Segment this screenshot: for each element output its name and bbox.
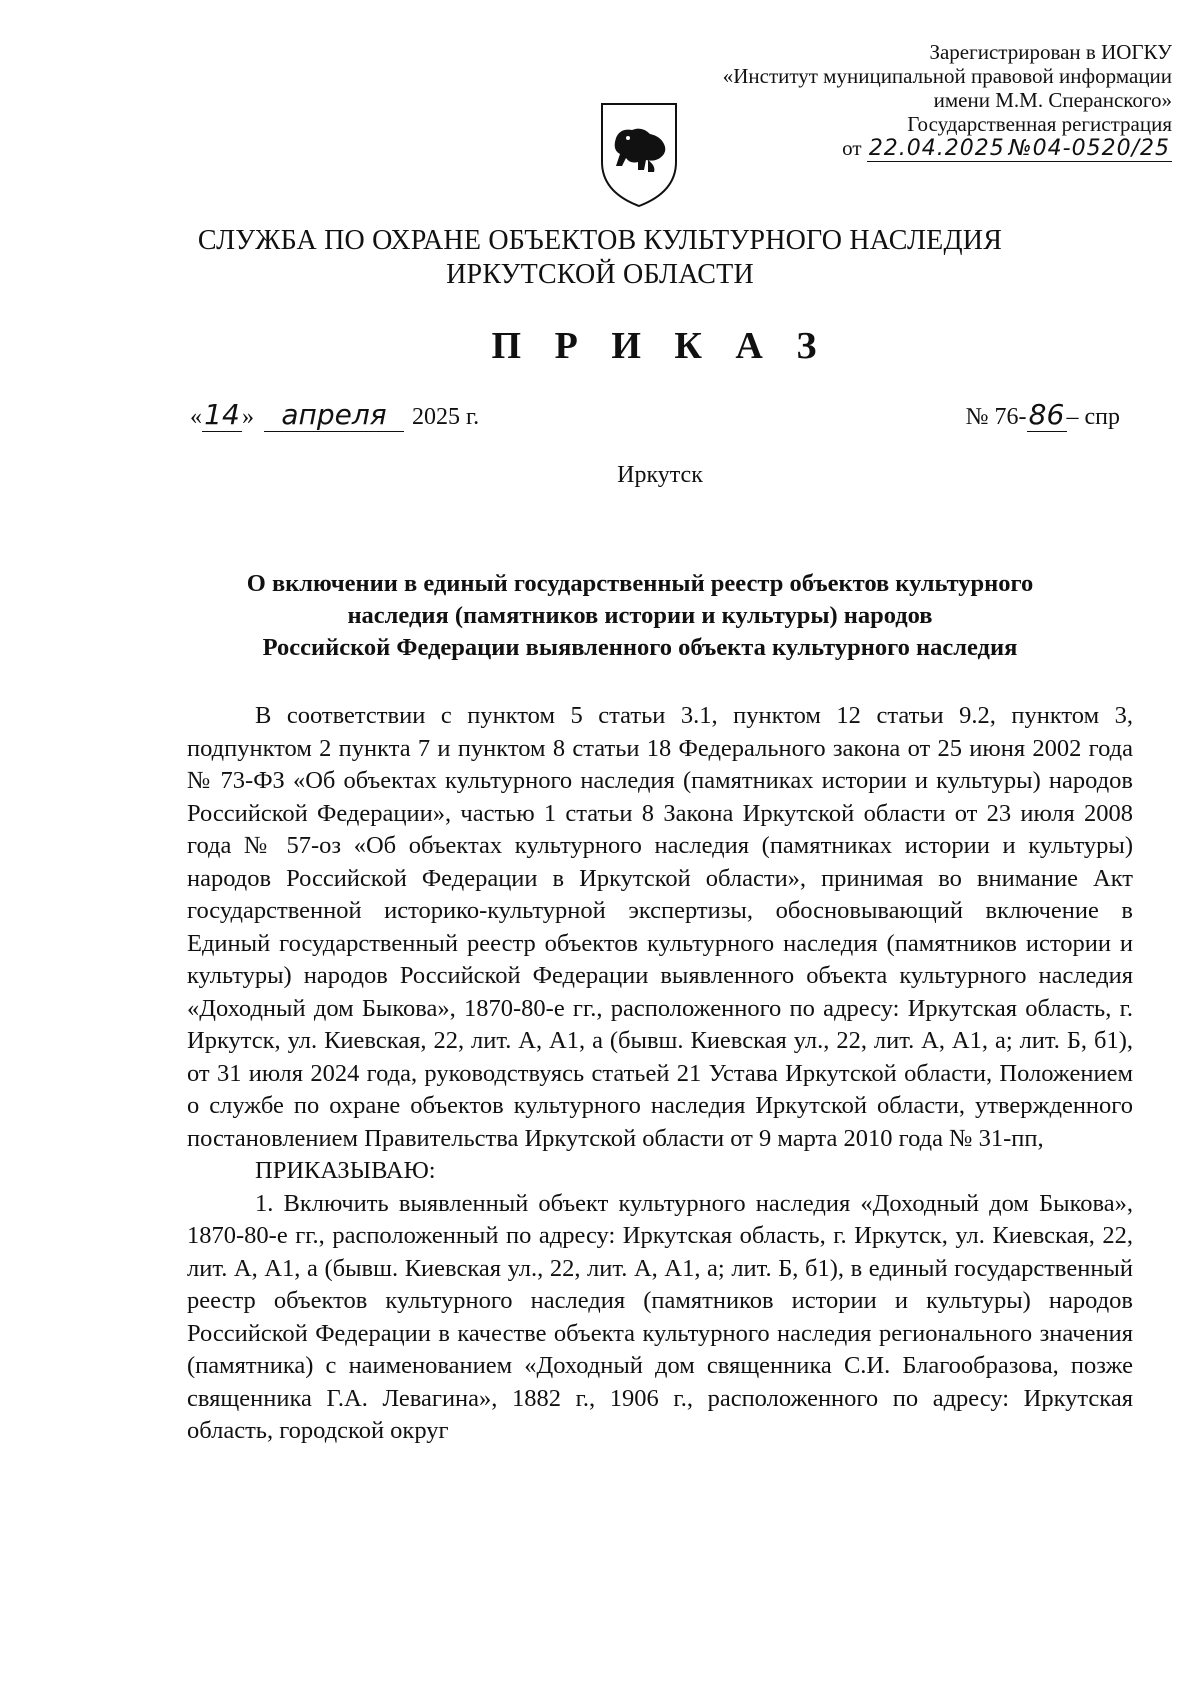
- registration-line-4: Государственная регистрация: [907, 112, 1172, 136]
- date-open-quote: «: [190, 404, 202, 430]
- registration-line-3: имени М.М. Сперанского»: [933, 88, 1172, 112]
- registration-line-1: Зарегистрирован в ИОГКУ: [929, 40, 1172, 64]
- date-month: апреля: [264, 398, 404, 432]
- item-1-paragraph: 1. Включить выявленный объект культурного наследия «Доходный дом Быкова», 1870-80-е гг., расположенный по адресу: Иркутская область, г. Иркутск, ул. Киевская, 22, лит. А, А1, а (бывш. Киевская ул., 22, лит. А, А1, а; лит. Б, б1), в единый государственный реестр объектов культурного наследия (памятников истории и культуры) народов Российской Федерации в качестве объекта культурного наследия регионального значения (памятника) с наименованием «Доходный дом священника С.И. Благообразова, позже священника Г.А. Левагина», 1882 г., 1906 г., расположенного по адресу: Иркутская область, городской округ: [187, 1189, 1133, 1444]
- order-number-handwritten: 86: [1027, 398, 1067, 432]
- irkutsk-coat-of-arms-icon: [598, 100, 680, 210]
- registration-number: №04-0520/25: [1008, 136, 1170, 161]
- order-number: [966, 398, 1120, 432]
- heading-line-2: наследия (памятников истории и культуры) народов: [347, 602, 933, 629]
- city: [0, 462, 1200, 489]
- date-year: 2025 г.: [412, 404, 480, 430]
- heading-line-1: О включении в единый государственный реестр объектов культурного: [246, 570, 1034, 597]
- city-name: Иркутск: [617, 462, 703, 488]
- registration-date: 22.04.2025: [868, 136, 1005, 161]
- order-number-prefix: № 76-: [965, 404, 1027, 430]
- registration-stamp: [652, 40, 1172, 161]
- agency-line-2: ИРКУТСКОЙ ОБЛАСТИ: [446, 259, 754, 290]
- date-day: 14: [202, 398, 242, 432]
- registration-date-line: [652, 136, 1172, 161]
- decree-word: ПРИКАЗЫВАЮ:: [255, 1157, 436, 1184]
- document-body: [187, 700, 1133, 1448]
- heading-line-3: Российской Федерации выявленного объекта культурного наследия: [262, 634, 1018, 661]
- order-title-text: П Р И К А З: [491, 325, 829, 367]
- date-close-quote: »: [242, 404, 254, 430]
- document-heading: [160, 568, 1120, 664]
- agency-name: [0, 224, 1200, 292]
- registration-line-2: «Институт муниципальной правовой информации: [722, 64, 1172, 88]
- order-title: [0, 324, 1200, 368]
- agency-line-1: СЛУЖБА ПО ОХРАНЕ ОБЪЕКТОВ КУЛЬТУРНОГО НАСЛЕДИЯ: [197, 225, 1003, 256]
- registration-from-label: от: [842, 136, 862, 160]
- preamble-paragraph: В соответствии с пунктом 5 статьи 3.1, пунктом 12 статьи 9.2, пунктом 3, подпунктом 2 пункта 7 и пунктом 8 статьи 18 Федерального закона от 25 июня 2002 года № 73-ФЗ «Об объектах культурного наследия (памятниках истории и культуры) народов Российской Федерации», частью 1 статьи 8 Закона Иркутской области от 23 июля 2008 года № 57-оз «Об объектах культурного наследия (памятниках истории и культуры) народов Российской Федерации в Иркутской области», принимая во внимание Акт государственной историко-культурной экспертизы, обосновывающий включение в Единый государственный реестр объектов культурного наследия (памятников истории и культуры) народов Российской Федерации выявленного объекта культурного наследия «Доходный дом Быкова», 1870-80-е гг., расположенного по адресу: Иркутская область, г. Иркутск, ул. Киевская, 22, лит. А, А1, а (бывш. Киевская ул., 22, лит. А, А1, а; лит. Б, б1), от 31 июля 2024 года, руководствуясь статьей 21 Устава Иркутской области, Положением о службе по охране объектов культурного наследия Иркутской области, утвержденного постановлением Правительства Иркутской области от 9 марта 2010 года № 31-пп,: [187, 702, 1133, 1152]
- order-date: [190, 398, 479, 432]
- order-number-suffix: – спр: [1066, 404, 1120, 430]
